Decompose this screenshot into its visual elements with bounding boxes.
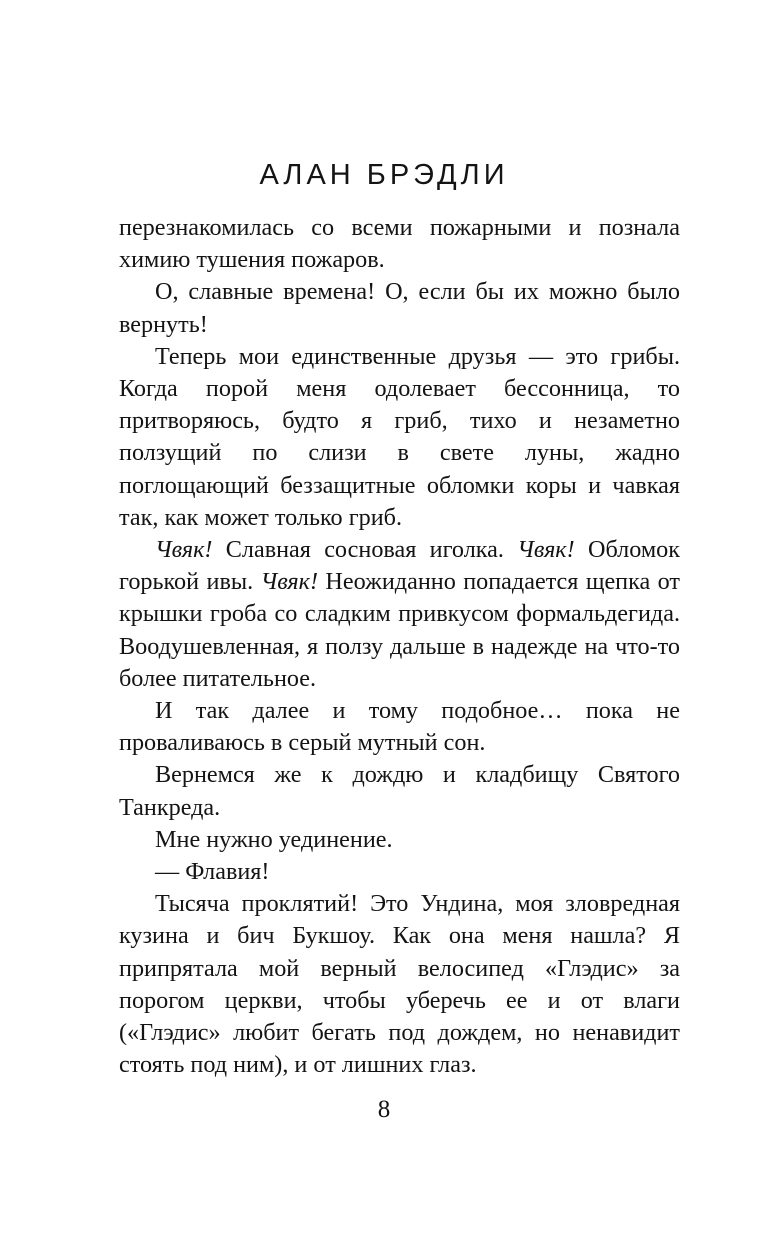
page-number: 8 — [377, 1096, 391, 1123]
italic-onomatopoeia: Чвяк! — [517, 536, 575, 564]
body-text — [119, 212, 680, 1081]
paragraph: Мне нужно уединение. — [155, 825, 393, 853]
paragraph — [119, 534, 680, 695]
paragraph: И так далее и тому подобное… пока не проваливаюсь в серый мутный сон. — [119, 697, 680, 757]
text-run: Обломок горькой ивы. — [119, 536, 680, 596]
paragraph: Теперь мои единственные друзья — это грибы. Когда порой меня одолевает бессонница, то притворяюсь, будто я гриб, тихо и незаметно ползущий по слизи в свете луны, жадно поглощающий беззащитные обломки коры и чавкая так, как может только гриб. — [119, 342, 680, 531]
paragraph: Вернемся же к дождю и кладбищу Святого Танкреда. — [119, 761, 680, 821]
italic-onomatopoeia: Чвяк! — [155, 536, 213, 564]
text-run: Славная сосновая иголка. — [212, 536, 518, 564]
paragraph: Тысяча проклятий! Это Ундина, моя зловредная кузина и бич Букшоу. Как она меня нашла? Я припрятала мой верный велосипед «Глэдис» за порогом церкви, чтобы уберечь ее и от влаги («Глэдис» любит бегать под дождем, но ненавидит стоять под ним), и от лишних глаз. — [119, 890, 680, 1079]
italic-onomatopoeia: Чвяк! — [260, 568, 319, 596]
paragraph: перезнакомилась со всеми пожарными и познала химию тушения пожаров. — [119, 214, 680, 274]
dialogue-line: — Флавия! — [155, 858, 270, 886]
running-head-author: АЛАН БРЭДЛИ — [259, 159, 509, 191]
text-run: Неожиданно попадается щепка от крышки гроба со сладким привкусом формальдегида. Воодушевленная, я ползу дальше в надежде на что-то более питательное. — [119, 568, 680, 692]
paragraph: О, славные времена! О, если бы их можно было вернуть! — [119, 278, 680, 338]
